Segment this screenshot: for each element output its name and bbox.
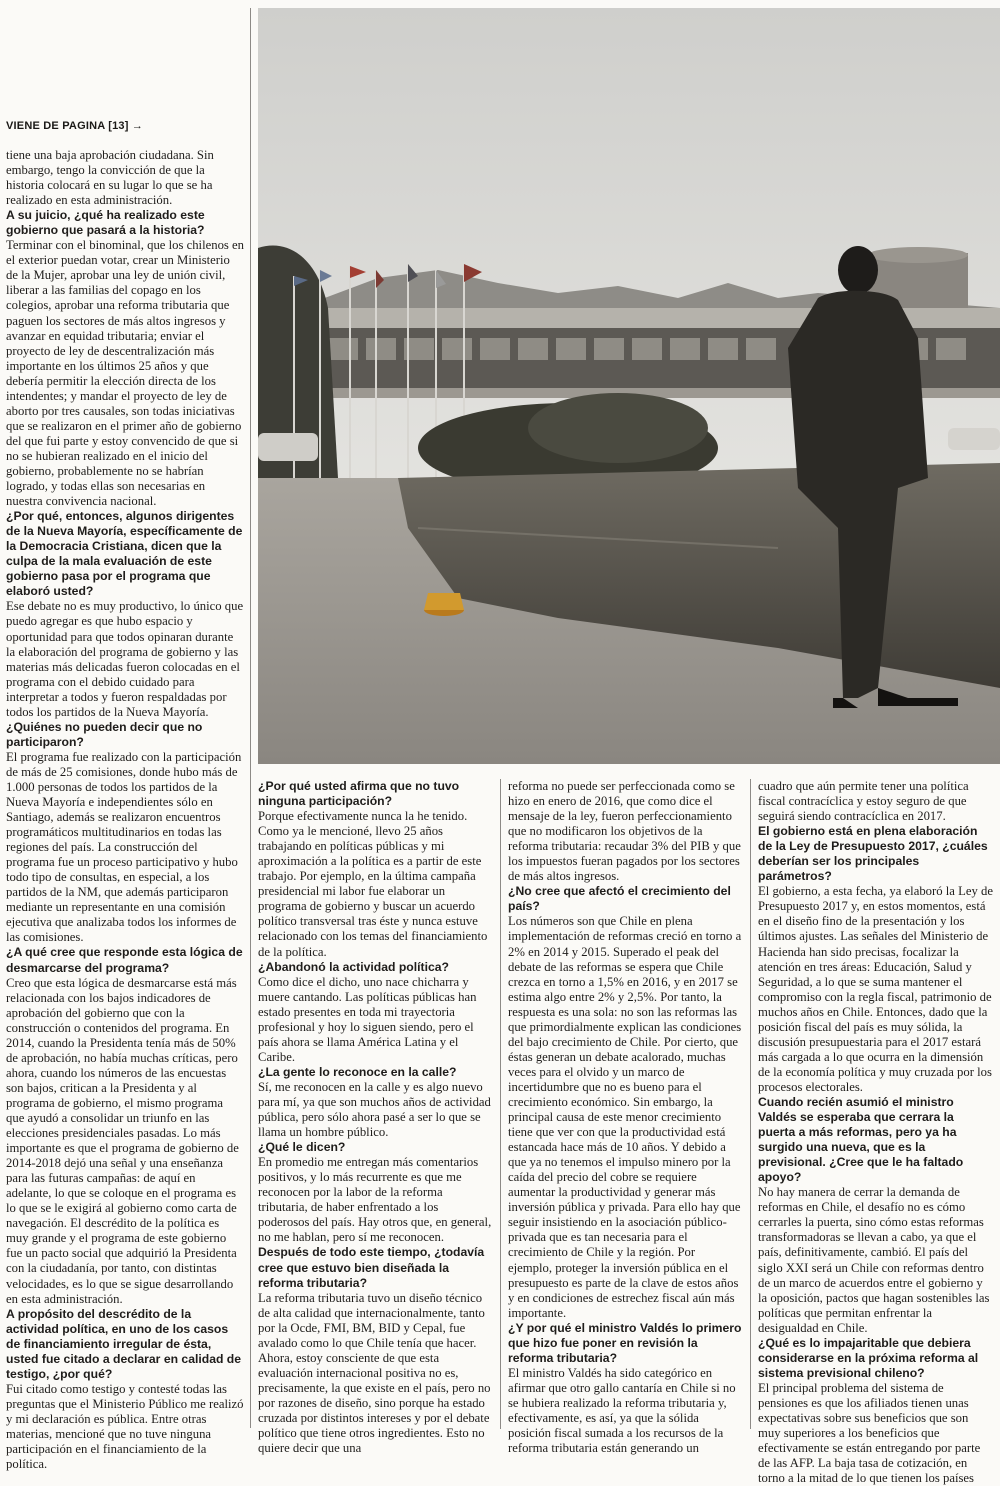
- interview-answer: tiene una baja aprobación ciudadana. Sin embargo, tengo la convicción de que la historia colocará en su lugar lo que se ha realizado en esta administración.: [6, 148, 214, 208]
- interview-question: A su juicio, ¿qué ha realizado este gobierno que pasará a la historia?: [6, 208, 205, 238]
- interview-question: Cuando recién asumió el ministro Valdés se esperaba que cerrara la puerta a más reformas, pero ya ha surgido una nueva, que es la previsional. ¿Cree que le ha faltado apoyo?: [758, 1094, 964, 1185]
- interview-answer: Los números son que Chile en plena implementación de reformas creció en torno a 2% en 2014 y 2015. Superado el peak del debate de las reformas se espera que Chile crezca en torno a 1,5% en 2016, y en 2017 se estima algo entre 2% y 2,5%. Por tanto, la respuesta es una sola: no son las reformas las que primordialmente explican las condiciones del bajo crecimiento de Chile. Por cierto, que éstas generan un debate acalorado, muchas veces para el olvido y un marco de incertidumbre que no es bueno para el crecimiento económico. Sin embargo, la principal causa de este menor crecimiento tiene que ver con que la productividad está estancada hace más de 10 años. Y debido a que ya no tenemos el impulso minero por la caída del precio del cobre se requiere aumentar la productividad y generar más inversión pública y privada. Para ello hay que seguir insistiendo en la asociación público-privada que es tan necesaria para el crecimiento de Chile y la región. Por ejemplo, proteger la inversión pública en el presupuesto es parte de la clave de estos años y en condiciones de estrechez fiscal aún más importante.: [508, 914, 742, 1320]
- interview-question: ¿Por qué, entonces, algunos dirigentes de la Nueva Mayoría, específicamente de la Democracia Cristiana, dicen que la culpa de la mala evaluación de este gobierno pasa por el programa que elaboró usted?: [6, 509, 243, 599]
- interview-answer: El programa fue realizado con la participación de más de 25 comisiones, donde hubo más de 1.000 personas de todos los partidos de la Nueva Mayoría e independientes sólo en Santiago, además se realizaron encuentros programáticos multitudinarios en todas las regiones del país. La construcción del programa fue un proceso participativo y hubo todo tipo de consultas, en especial, a los partidos de la NM, que además participaron mediante un representante en una comisión ejecutiva que analizaba todos los informes de las comisiones.: [6, 749, 242, 945]
- interview-question: ¿La gente lo reconoce en la calle?: [258, 1064, 457, 1079]
- interview-answer: El principal problema del sistema de pensiones es que los afiliados tienen unas expectativas sobre sus beneficios que son muy superiores a los beneficios que efectivamente se están entregando por parte de las AFP. La baja tasa de cotización, en torno a la mitad de lo que tienen los países: [758, 1380, 981, 1486]
- interview-answer: Creo que esta lógica de desmarcarse está más relacionada con los bajos indicadores de aprobación del gobierno que con la construcción o contenidos del programa. En 2014, cuando la Presidenta tenía más de 50% de aprobación, no había muchas críticas, pero ahora, cuando los números de las encuestas son bajos, critican a la Presidenta y al programa de gobierno, el mismo programa que ayudó a consolidar un triunfo en las elecciones presidenciales pasadas. Lo más importante es que el programa de gobierno de 2014-2018 dejó una señal y una enseñanza para las futuras campañas: de aquí en adelante, lo que se coloque en el programa es lo que se le exigirá al gobierno como carta de navegación. El descrédito de la política es muy grande y el programa de este gobierno fue un pacto social que adquirió la Presidenta con la ciudadanía, por tanto, con distintas velocidades, es lo que se sigue desarrollando en esta administración.: [6, 975, 239, 1306]
- interview-answer: El ministro Valdés ha sido categórico en afirmar que otro gallo cantaría en Chile si no se hubiera realizado la reforma tributaria y, efectivamente, es así, ya que la sólida posición fiscal sumada a los recursos de la reforma tributaria están generando un: [508, 1365, 736, 1456]
- interview-question: El gobierno está en plena elaboración de la Ley de Presupuesto 2017, ¿cuáles deberían ser los principales parámetros?: [758, 824, 988, 884]
- interview-answer: Como dice el dicho, uno nace chicharra y muere cantando. Las políticas públicas han estado presentes en toda mi trayectoria profesional y hoy lo siguen siendo, pero el país ahora se llama América Latina y el Caribe.: [258, 974, 477, 1064]
- article-column-3: [508, 779, 742, 1456]
- article-photo: [258, 8, 1000, 764]
- interview-question: ¿A qué cree que responde esta lógica de desmarcarse del programa?: [6, 945, 243, 975]
- interview-answer: El gobierno, a esta fecha, ya elaboró la Ley de Presupuesto 2017 y, en estos momentos, está en el diseño fino de la presentación y los últimos ajustes. Las señales del Ministerio de Hacienda han sido precisas, focalizar la atención en tres áreas: Educación, Salud y Seguridad, a lo que se suma mantener el compromiso con la regla fiscal, patrimonio de muchos años en Chile. Entonces, dado que la posición fiscal del país es muy sólida, la discusión presupuestaria para el 2017 estará más cargada a lo que ocurra en la dimensión de la economía política y muy cruzada por los procesos electorales.: [758, 884, 993, 1094]
- interview-answer: Fui citado como testigo y contesté todas las preguntas que el Ministerio Público me realizó y mi declaración es pública. Entre otras materias, mencioné que no tuve ninguna participación en el financiamiento de la política.: [6, 1381, 244, 1472]
- interview-question: A propósito del descrédito de la actividad política, en uno de los casos de financiamiento irregular de ésta, usted fue citado a declarar en calidad de testigo, ¿por qué?: [6, 1306, 242, 1381]
- arrow-right-icon: →: [131, 120, 144, 132]
- interview-question: Después de todo este tiempo, ¿todavía cree que estuvo bien diseñada la reforma tributaria?: [258, 1245, 485, 1290]
- interview-answer: Ese debate no es muy productivo, lo único que puedo agregar es que hubo espacio y oportunidad para que todos opinaran durante la elaboración del programa de gobierno y las materias más delicadas fueron colocadas en el programa con el debido cuidado para interpretar a todos y fueron respaldadas por todos los partidos de la Nueva Mayoría.: [6, 599, 244, 719]
- photo-illustration: [258, 8, 1000, 764]
- interview-question: ¿No cree que afectó el crecimiento del país?: [508, 884, 731, 914]
- interview-answer: La reforma tributaria tuvo un diseño técnico de alta calidad que internacionalmente, tanto por la Ocde, FMI, BM, BID y Cepal, fue avalado como lo que Chile tenía que hacer. Ahora, estoy consciente de que esta evaluación internacional positiva no es, precisamente, la que existe en el país, pero no por razones de diseño, sino porque ha estado cruzada por distintos intereses y por el debate político que tiene otros ingredientes. Esto no quiere decir que una: [258, 1290, 491, 1456]
- interview-answer: Porque efectivamente nunca la he tenido. Como ya le mencioné, llevo 25 años trabajando en políticas públicas y mi aproximación a la política es a partir de este trabajo. Por ejemplo, en la última campaña presidencial mi labor fue elaborar un programa de gobierno y buscar un acuerdo político transversal tras éste y nunca estuve relacionado con los temas del financiamiento de la política.: [258, 809, 488, 959]
- interview-answer: Sí, me reconocen en la calle y es algo nuevo para mí, ya que son muchos años de actividad pública, pero sólo ahora pasé a ser lo que se llama un hombre público.: [258, 1079, 491, 1140]
- interview-question: ¿Qué le dicen?: [258, 1140, 346, 1155]
- column-rule: [500, 779, 501, 1429]
- interview-question: ¿Quiénes no pueden decir que no participaron?: [6, 719, 203, 749]
- interview-question: ¿Abandonó la actividad política?: [258, 959, 449, 974]
- interview-question: ¿Y por qué el ministro Valdés lo primero que hizo fue poner en revisión la reforma tributaria?: [508, 1320, 742, 1365]
- interview-answer: cuadro que aún permite tener una política fiscal contracíclica y estoy seguro de que seguirá siendo contracíclica en 2017.: [758, 779, 969, 824]
- article-column-1: [6, 148, 244, 1472]
- interview-question: ¿Por qué usted afirma que no tuvo ninguna participación?: [258, 779, 460, 809]
- column-rule: [250, 8, 251, 1428]
- continuation-kicker: [6, 120, 143, 132]
- interview-question: ¿Qué es lo impajaritable que debiera considerarse en la próxima reforma al sistema previsional chileno?: [758, 1335, 979, 1380]
- column-rule: [750, 779, 751, 1429]
- article-column-2: [258, 779, 492, 1456]
- interview-answer: reforma no puede ser perfeccionada como se hizo en enero de 2016, que como dice el mensaje de la ley, fueron perfeccionamiento que no modificaron los objetivos de la reforma tributaria: recaudar 3% del PIB y que los impuestos fueran pagados por los sectores de más altos ingresos.: [508, 779, 741, 884]
- interview-answer: No hay manera de cerrar la demanda de reformas en Chile, el desafío no es cómo cerrarles la puerta, sino cómo estas reformas transformadoras se llevan a cabo, ya que el país, definitivamente, cambió. El país del siglo XXI será un Chile con reformas dentro de un marco de acuerdos entre el gobierno y la oposición, pactos que hagan sostenibles las políticas que permitan enfrentar la desigualdad en Chile.: [758, 1185, 990, 1335]
- kicker-text: VIENE DE PAGINA [13]: [6, 120, 129, 132]
- article-column-4: [758, 779, 994, 1486]
- interview-answer: Terminar con el binominal, que los chilenos en el exterior puedan votar, crear un Ministerio de la Mujer, aprobar una ley de unión civil, liberar a las familias del copago en los colegios, aprobar una reforma tributaria que paguen los sectores de más altos ingresos y avanzar en equidad tributaria; enviar el proyecto de ley de descentralización más importante en los últimos 25 años y que debería permitir la elección directa de los intendentes; y mandar el proyecto de ley de aborto por tres causales, son todas iniciativas que se realizaron en el primer año de gobierno del que fui parte y estoy convencido de que si no se hubieran realizado en el inicio del gobierno, probablemente no se habrían logrado, y todas ellas son necesarias en nuestra convivencia nacional.: [6, 238, 244, 509]
- interview-answer: En promedio me entregan más comentarios positivos, y lo más recurrente es que me reconocen por la labor de la reforma tributaria, de haber enfrentado a los poderosos del país. Hay otros que, en general, no me hablan, pero sí me reconocen.: [258, 1155, 492, 1245]
